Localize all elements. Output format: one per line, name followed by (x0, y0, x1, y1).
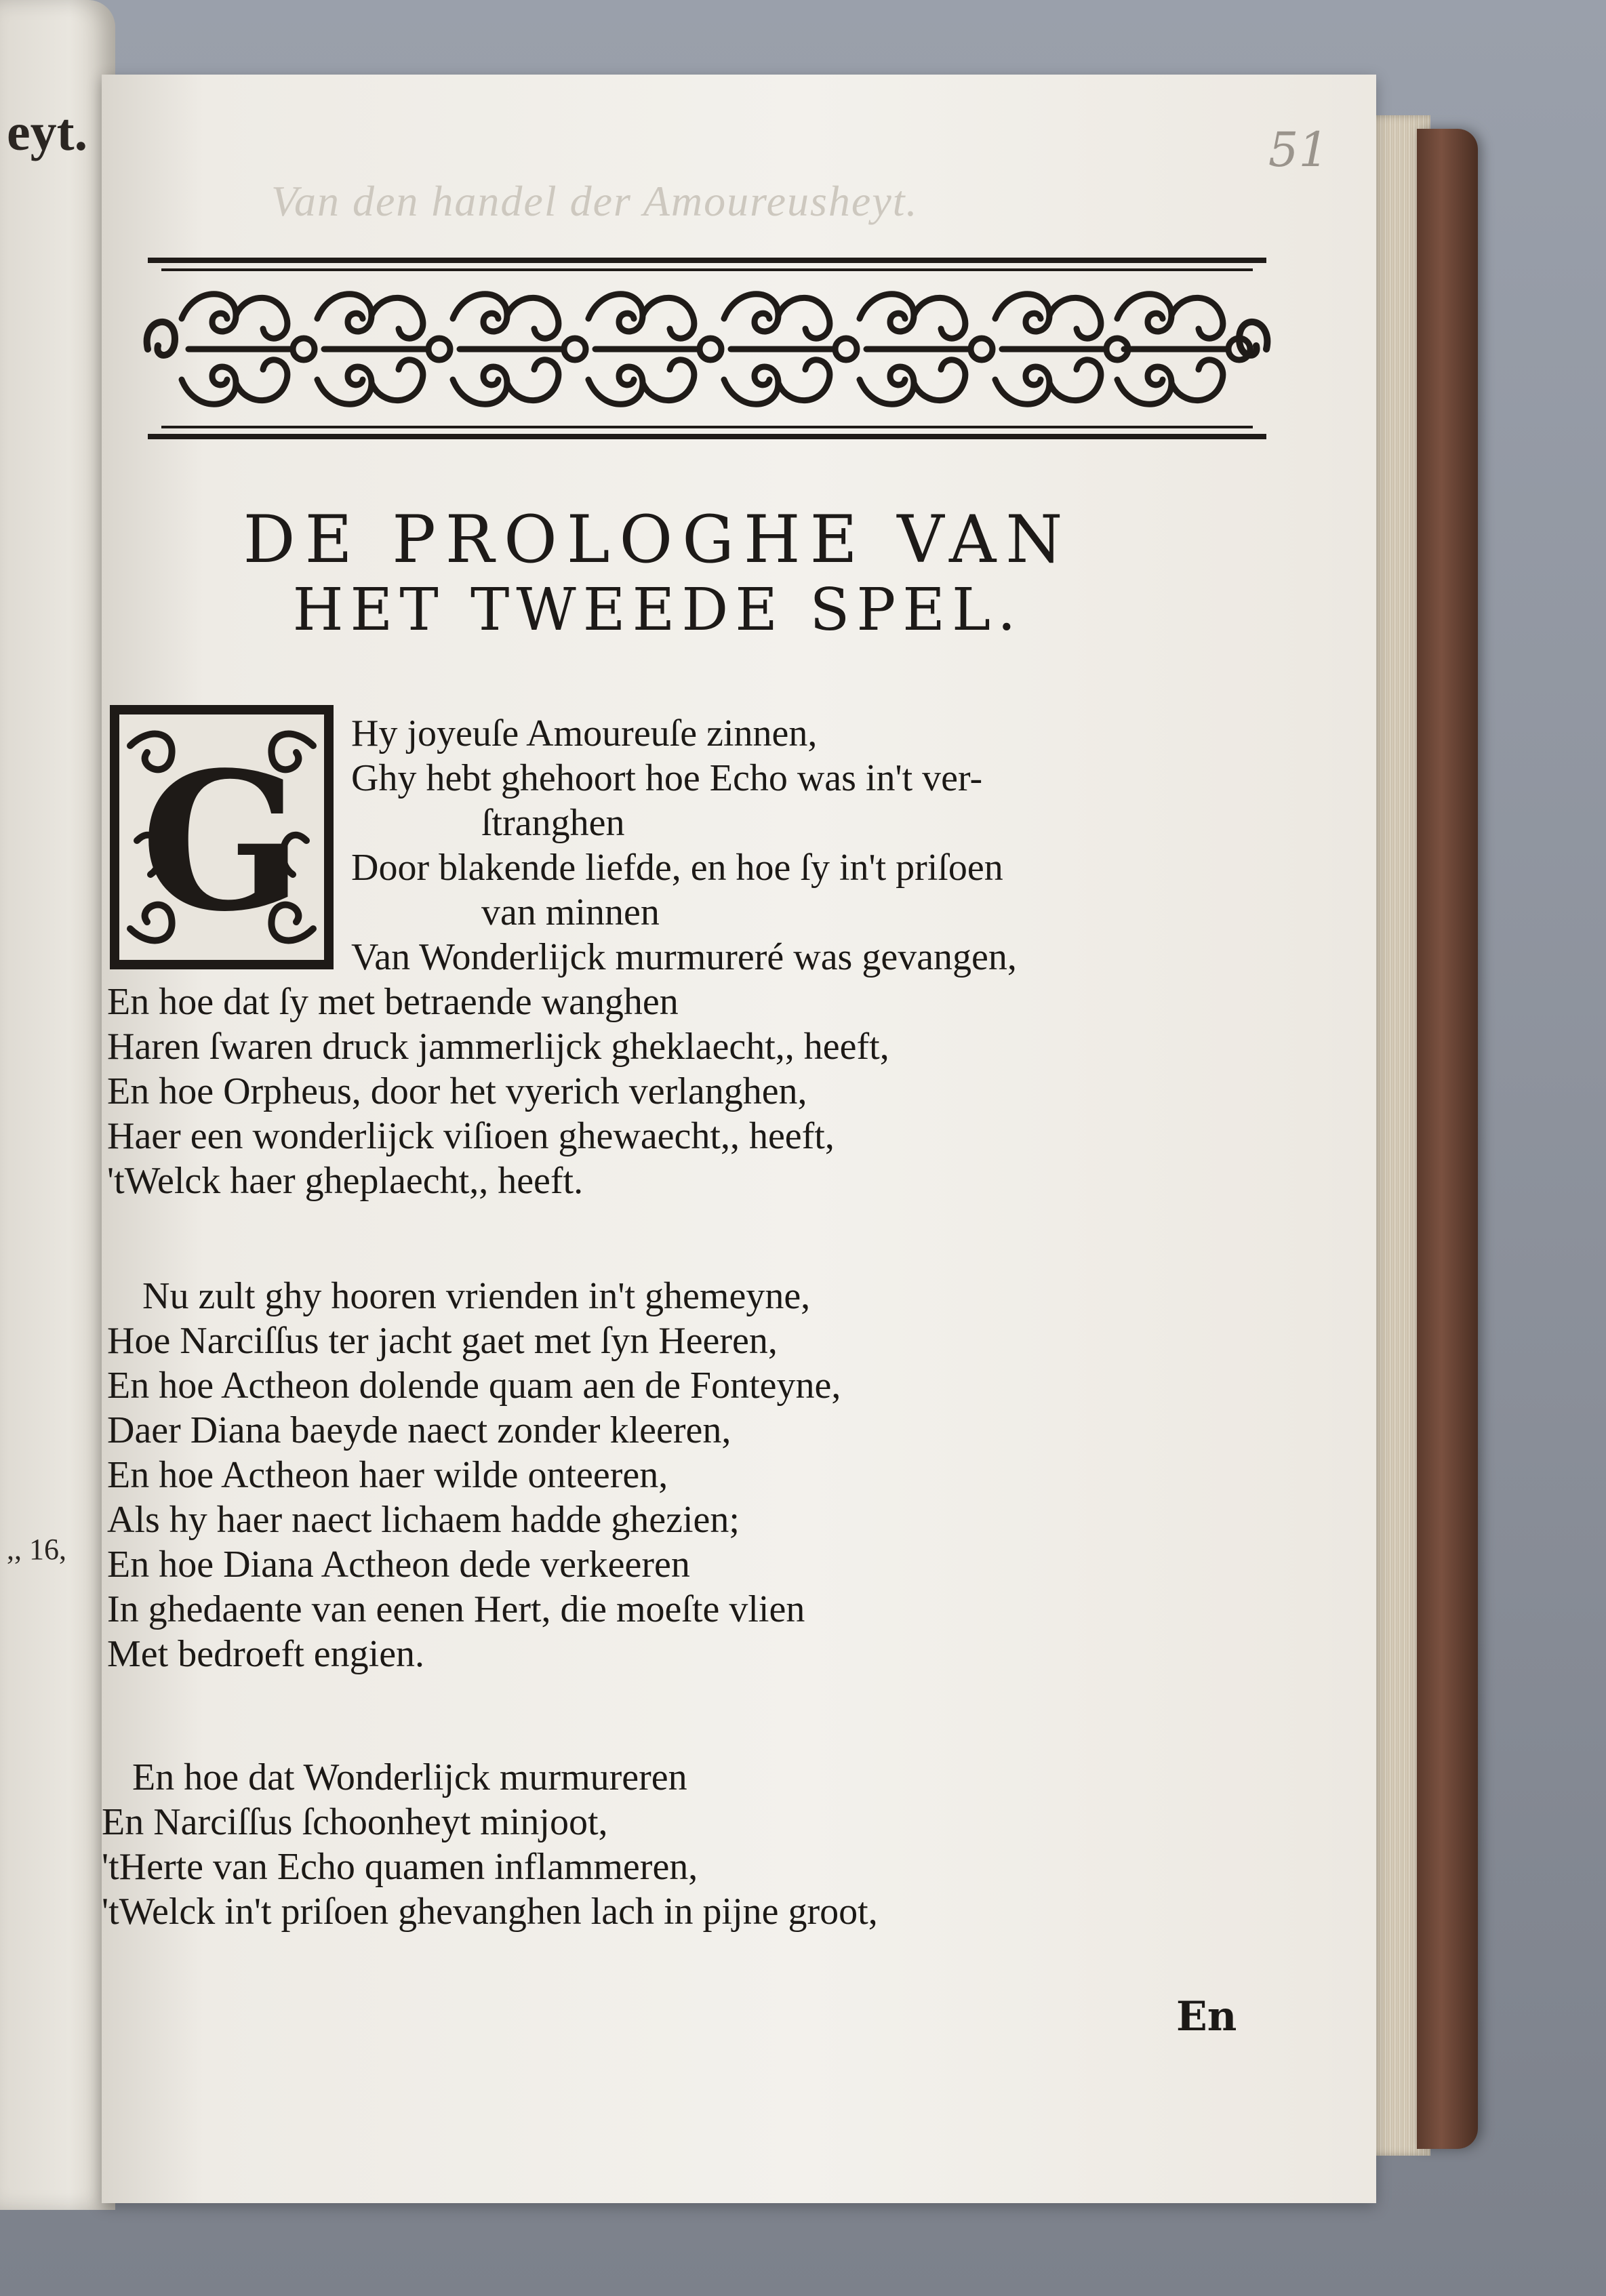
verse-line: En hoe Actheon haer wilde onteeren, (107, 1454, 668, 1496)
verse-line: 'tWelck haer gheplaecht,, heeft. (107, 1160, 584, 1202)
book-cover (1417, 129, 1478, 2149)
initial-letter-glyph: G (140, 731, 303, 954)
catchword: En (1176, 1993, 1237, 2040)
verse-line: Als hy haer naect lichaem hadde ghezien; (107, 1499, 740, 1541)
verse-line: En hoe Orpheus, door het vyerich verlanghen, (107, 1070, 807, 1112)
verse-line: 'tHerte van Echo quamen inflammeren, (102, 1846, 698, 1888)
folio-number: 51 (1268, 122, 1329, 178)
verse-line: van minnen (481, 891, 660, 933)
previous-page-marginal-fragment: ,, 16, (7, 1533, 66, 1566)
verse-line: Van Wonderlijck murmureré was gevangen, (351, 936, 1017, 978)
verse-line: En hoe dat ſy met betraende wanghen (107, 981, 679, 1023)
verse-line: In ghedaente van eenen Hert, die moeſte vlien (107, 1588, 805, 1630)
previous-page-header-fragment: eyt. (7, 102, 88, 161)
verse-line: Haer een wonderlijck viſioen ghewaecht,, heeft, (107, 1115, 835, 1157)
verse-line: En Narciſſus ſchoonheyt minjoot, (102, 1801, 608, 1843)
verse-line: Ghy hebt ghehoort hoe Echo was in't ver- (351, 757, 983, 799)
verse-line: Haren ſwaren druck jammerlijck gheklaecht,, heeft, (107, 1026, 889, 1068)
previous-page-edge (0, 0, 115, 2210)
verse-line: Door blakende liefde, en hoe ſy in't priſoen (351, 847, 1003, 889)
prologue-title-line-1: DE PROLOGHE VAN (243, 502, 1072, 578)
decorated-initial-letter (110, 705, 334, 969)
ornamental-headpiece (134, 251, 1280, 447)
prologue-title-line-2: HET TWEEDE SPEL. (292, 576, 1023, 644)
verse-line: 'tWelck in't priſoen ghevanghen lach in pijne groot, (102, 1891, 878, 1933)
verse-line: Hoe Narciſſus ter jacht gaet met ſyn Heeren, (107, 1320, 778, 1362)
verse-line: Daer Diana baeyde naect zonder kleeren, (107, 1409, 731, 1451)
verse-line: ſtranghen (481, 802, 625, 844)
verse-line: Nu zult ghy hooren vrienden in't ghemeyne, (142, 1275, 811, 1317)
verse-line: Hy joyeuſe Amoureuſe zinnen, (351, 712, 818, 754)
bleed-through-header: Van den handel der Amoureusheyt. (271, 177, 919, 225)
verse-line: En hoe dat Wonderlijck murmureren (132, 1756, 687, 1798)
verse-line: En hoe Actheon dolende quam aen de Fonteyne, (107, 1365, 841, 1407)
verse-line: En hoe Diana Actheon dede verkeeren (107, 1544, 690, 1586)
book-page (102, 75, 1376, 2203)
verse-line: Met bedroeft engien. (107, 1633, 425, 1675)
